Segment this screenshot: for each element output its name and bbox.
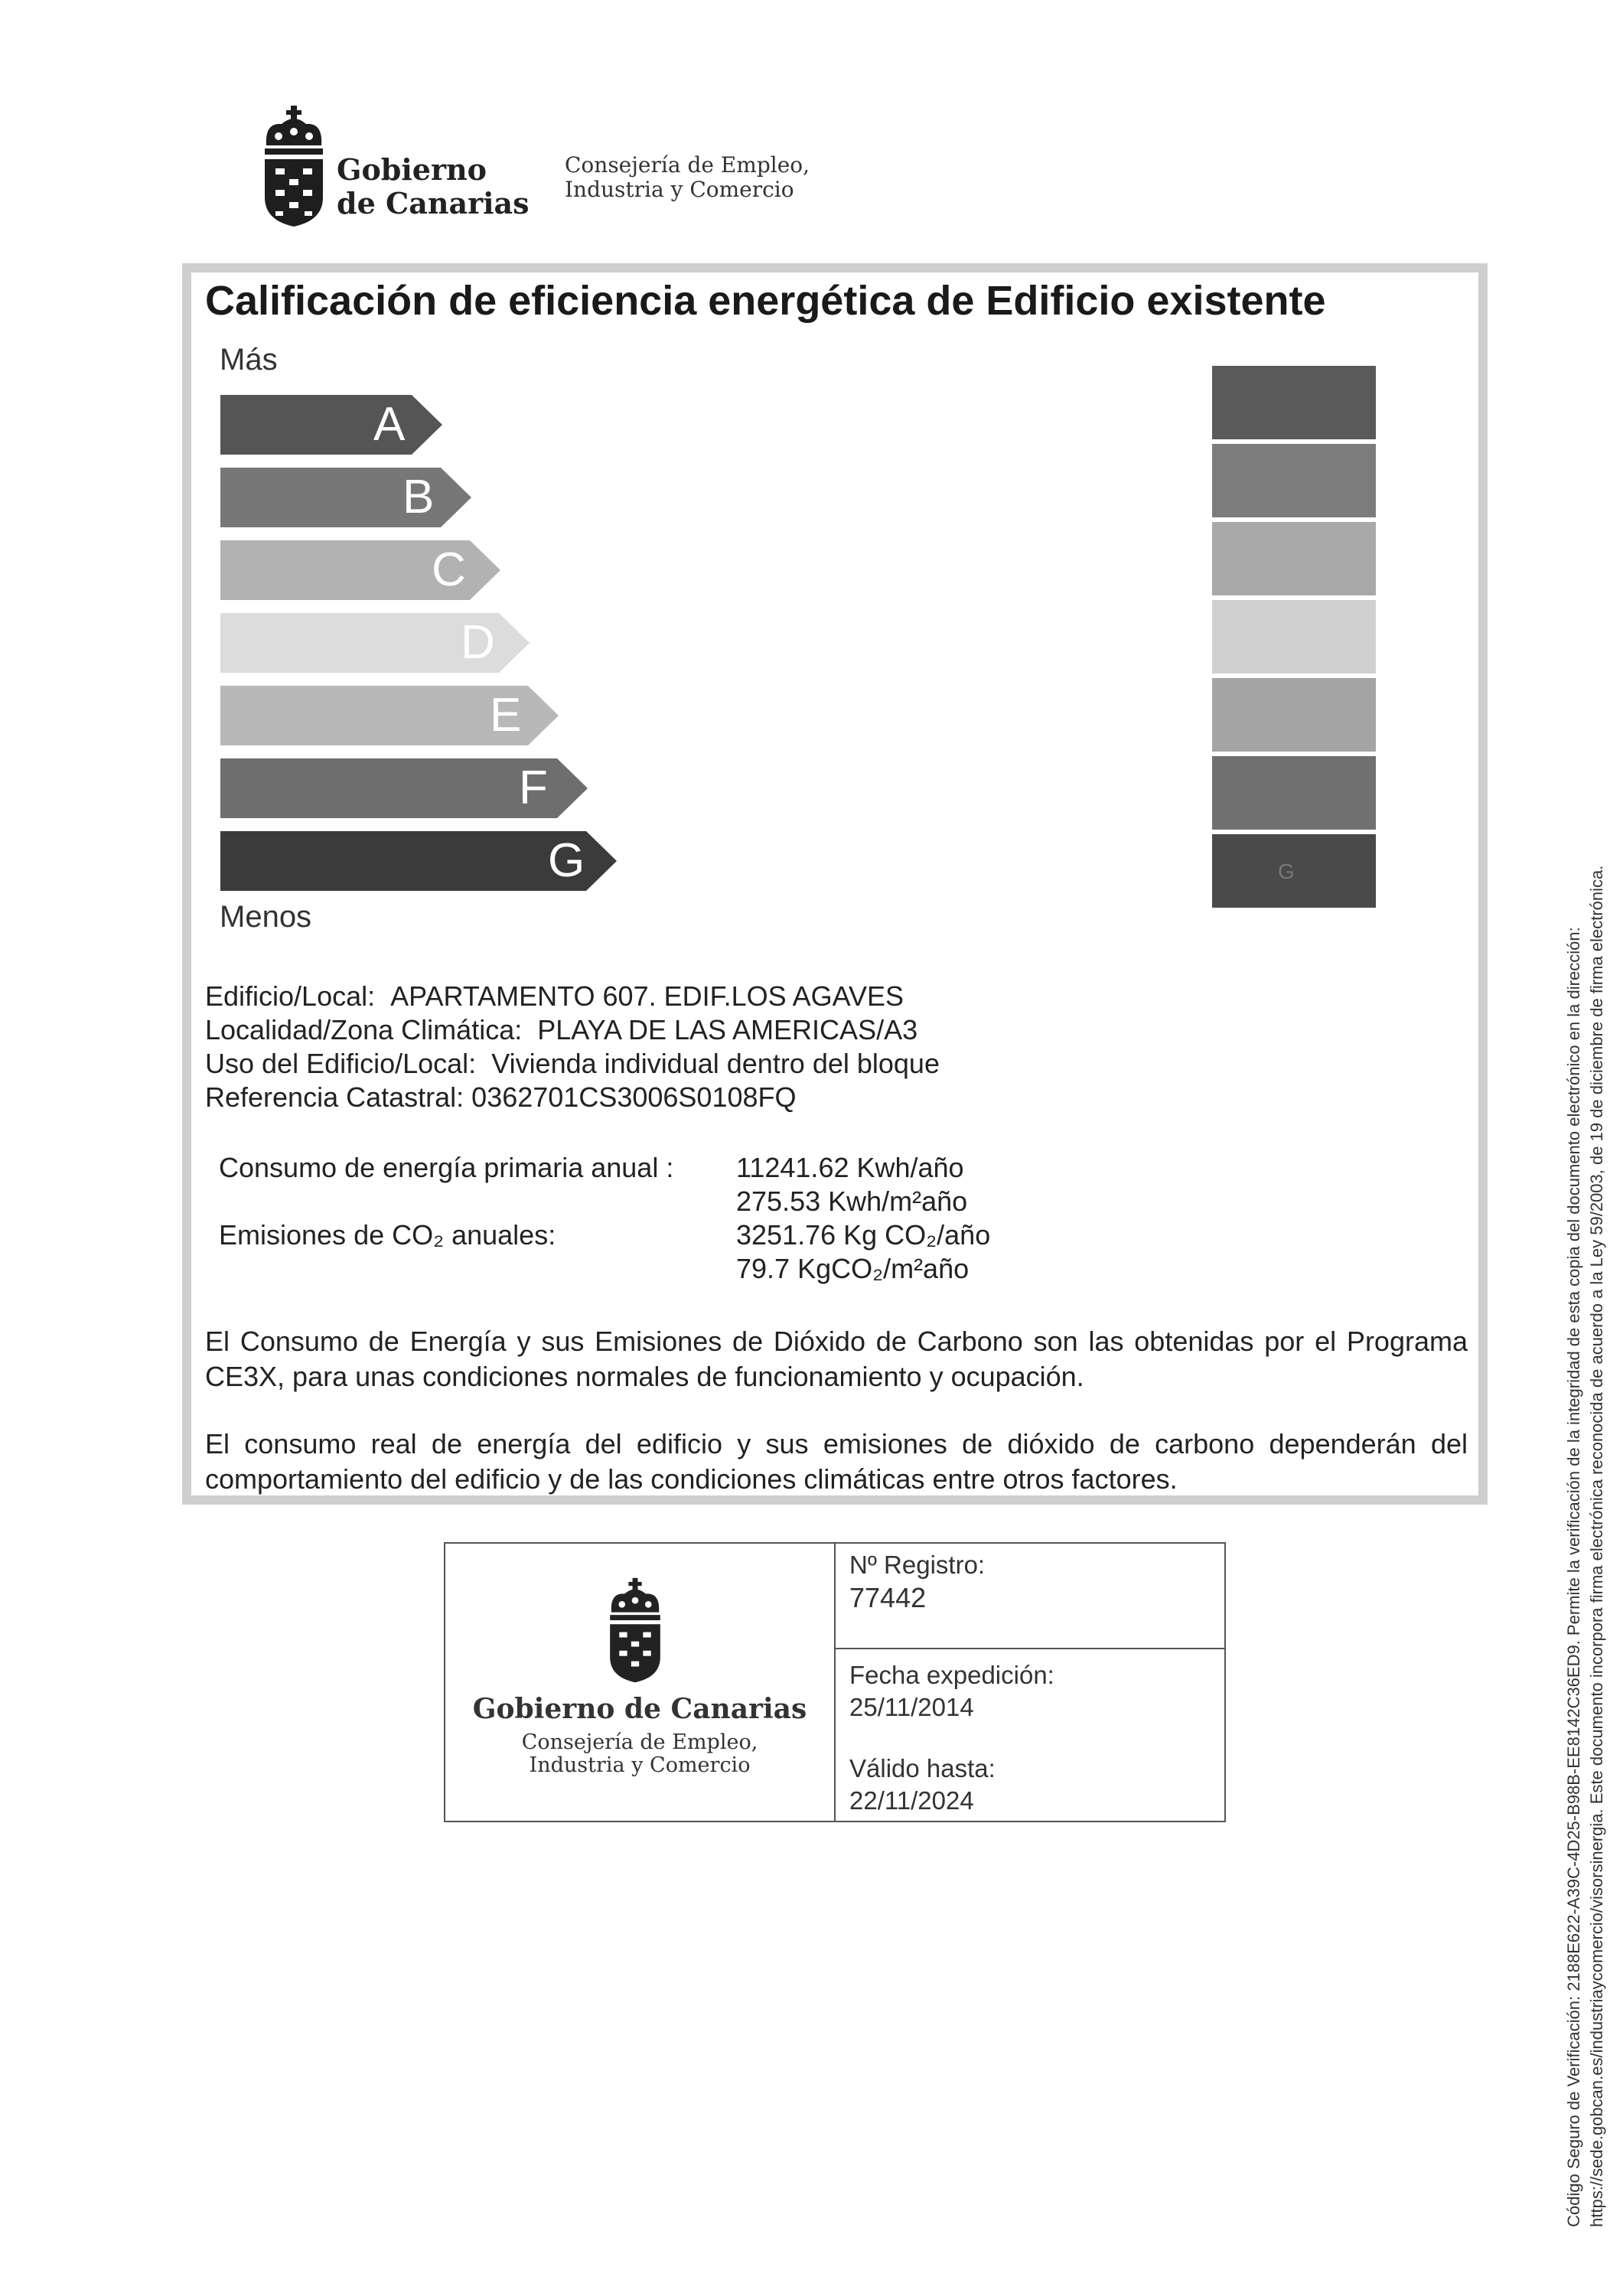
rating-band-f: [220, 758, 589, 818]
registry-divider-horizontal: [834, 1648, 1226, 1649]
referencia-label: Referencia Catastral:: [205, 1081, 464, 1113]
label-less-efficient: Menos: [220, 900, 312, 934]
uso-row: [205, 1047, 940, 1081]
rating-band-letter: D: [461, 616, 495, 669]
registry-divider-vertical: [834, 1542, 836, 1822]
registry-department-line1: Consejería de Empleo,: [521, 1730, 758, 1754]
rating-band-g: [220, 831, 618, 891]
rating-band-letter: G: [548, 834, 585, 887]
registry-logo-name: Gobierno de Canarias: [472, 1693, 807, 1725]
registro-value: 77442: [849, 1582, 927, 1613]
rating-band-letter: E: [490, 689, 522, 742]
referencia-value: 0362701CS3006S0108FQ: [471, 1081, 797, 1113]
localidad-row: [205, 1013, 917, 1047]
edificio-label: Edificio/Local:: [205, 980, 376, 1012]
logo-name-line1: Gobierno: [337, 152, 487, 187]
referencia-row: [205, 1081, 797, 1114]
energy-consumption-per-m2: 275.53 Kwh/m²año: [736, 1186, 968, 1217]
building-rating-letter: G: [1278, 859, 1295, 883]
verification-line-2: https://sede.gobcan.es/industriaycomercio/visorsinergia. Este documento incorpora firma electrónica reconocida de acuerdo a la Ley 59/2003, de 19 de diciembre de firma electrónica.: [1587, 865, 1606, 2227]
rating-band-letter: F: [519, 762, 548, 814]
header-logo-text: [337, 153, 530, 220]
logo-name-line2: de Canarias: [337, 186, 530, 220]
registry-crest-icon: [606, 1577, 664, 1688]
fecha-expedicion-value: 25/11/2014: [849, 1693, 974, 1721]
rating-indicator-swatch: [1212, 678, 1376, 752]
co2-emissions-total: 3251.76 Kg CO₂/año: [736, 1219, 991, 1251]
co2-emissions-per-m2: 79.7 KgCO₂/m²año: [736, 1253, 970, 1284]
valido-hasta-label: Válido hasta:: [849, 1754, 996, 1782]
rating-indicator-swatch: [1212, 444, 1376, 517]
rating-indicator-swatch: [1212, 366, 1376, 439]
gobierno-canarias-crest-icon: [260, 106, 328, 227]
header-department: [565, 153, 810, 202]
energy-consumption-total: 11241.62 Kwh/año: [736, 1152, 964, 1183]
note-paragraph-1: El Consumo de Energía y sus Emisiones de Dióxido de Carbono son las obtenidas por el Programa CE3X, para unas condiciones normales de funcionamiento y ocupación.: [205, 1326, 1468, 1392]
uso-value: Vivienda individual dentro del bloque: [491, 1048, 940, 1079]
rating-band-c: [220, 540, 502, 600]
registro-label: Nº Registro:: [849, 1551, 986, 1579]
rating-band-d: [220, 613, 531, 673]
rating-indicator-swatch: [1212, 522, 1376, 595]
rating-band-a: [220, 395, 444, 455]
co2-emissions-label: Emisiones de CO₂ anuales:: [219, 1219, 556, 1251]
rating-band-b: [220, 468, 473, 527]
department-line2: Industria y Comercio: [565, 177, 794, 202]
department-line1: Consejería de Empleo,: [565, 152, 810, 178]
fecha-expedicion-label: Fecha expedición:: [849, 1661, 1054, 1689]
note-paragraph-2: El consumo real de energía del edificio y sus emisiones de dióxido de carbono dependerán del comportamiento del edificio y de las condiciones climáticas entre otros factores.: [205, 1428, 1468, 1495]
localidad-label: Localidad/Zona Climática:: [205, 1014, 523, 1045]
edificio-value: APARTAMENTO 607. EDIF.LOS AGAVES: [390, 980, 904, 1012]
valido-hasta-value: 22/11/2024: [849, 1786, 974, 1815]
rating-band-letter: C: [432, 543, 466, 596]
energy-consumption-label: Consumo de energía primaria anual :: [219, 1152, 674, 1183]
certificate-title: Calificación de eficiencia energética de Edificio existente: [205, 278, 1326, 324]
registry-department-line2: Industria y Comercio: [529, 1753, 751, 1777]
label-more-efficient: Más: [220, 343, 278, 377]
rating-band-e: [220, 686, 560, 745]
rating-band-letter: B: [402, 471, 435, 523]
uso-label: Uso del Edificio/Local:: [205, 1048, 477, 1079]
localidad-value: PLAYA DE LAS AMERICAS/A3: [537, 1014, 918, 1045]
registry-department: [447, 1731, 833, 1777]
rating-band-letter: A: [373, 398, 406, 451]
rating-indicator-swatch: [1212, 600, 1376, 673]
rating-indicator-swatch: [1212, 756, 1376, 830]
edificio-row: [205, 980, 904, 1013]
verification-side-note: [1563, 390, 1610, 2227]
verification-line-1: Código Seguro de Verificación: 2188E622-A39C-4D25-B98B-EE8142C36ED9. Permite la verificación de la integridad de esta copia del documento electrónico en la dirección:: [1564, 927, 1583, 2227]
